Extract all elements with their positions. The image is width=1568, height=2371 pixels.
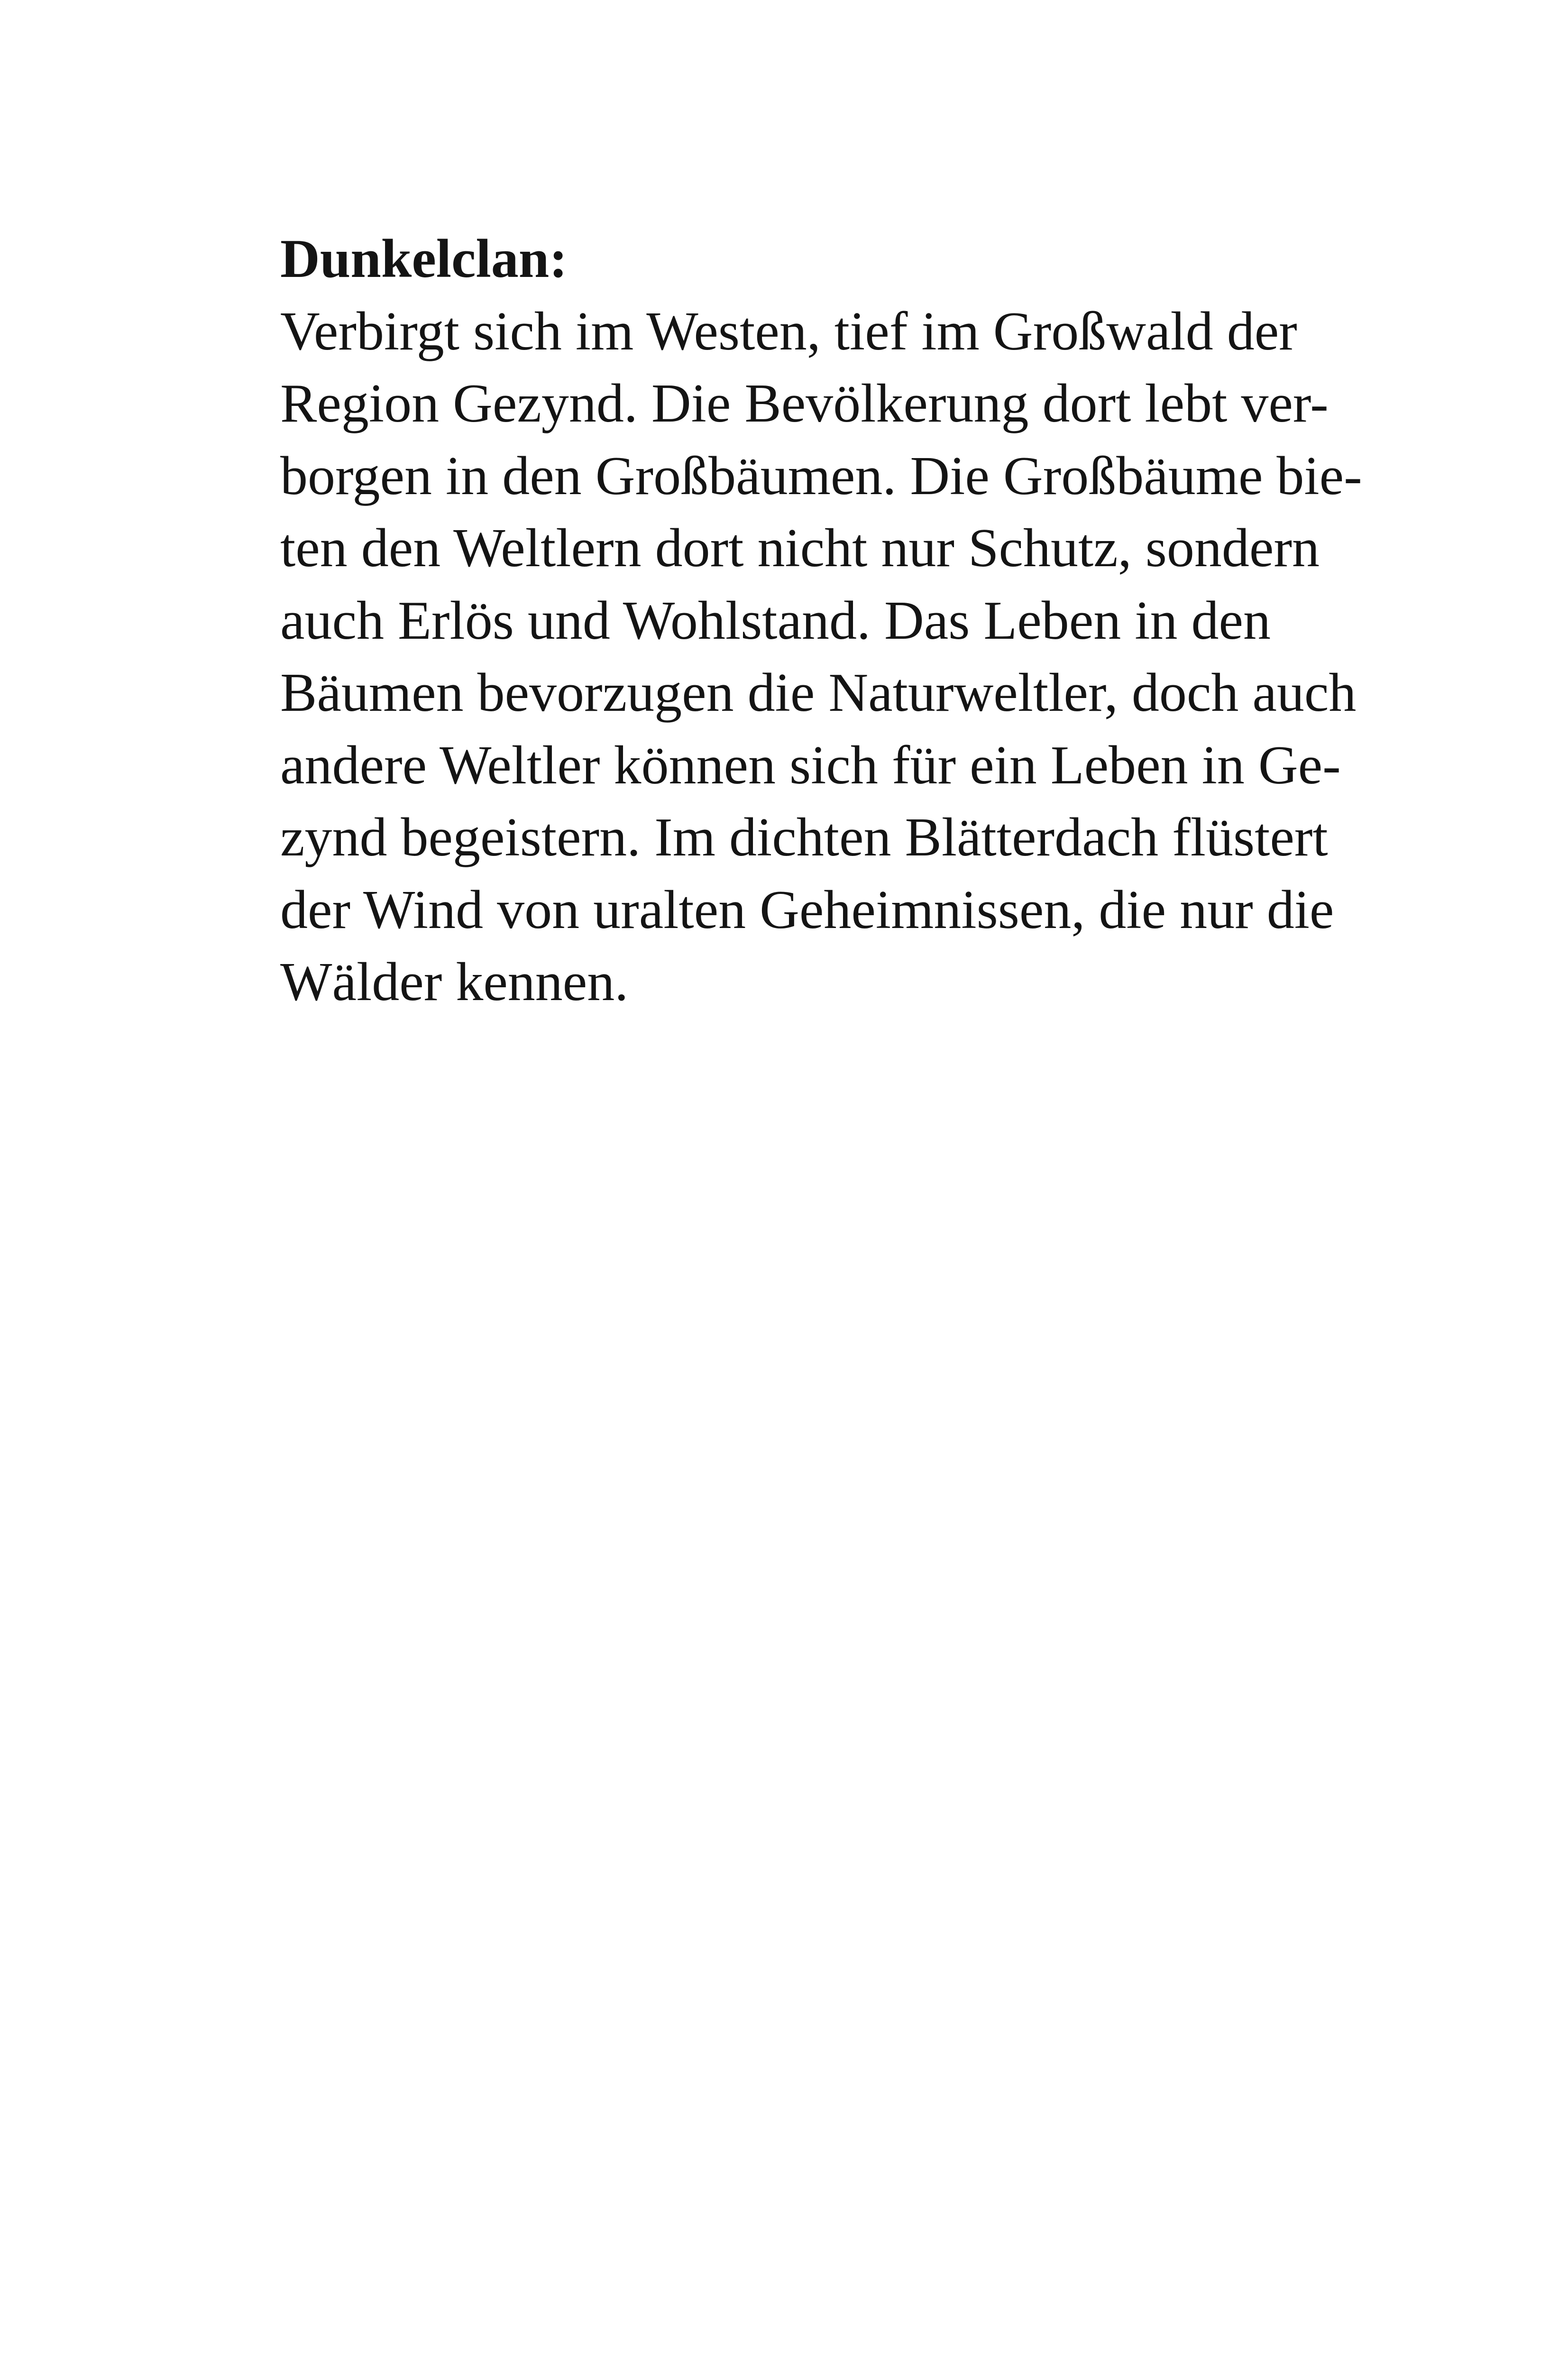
text-line: der Wind von uralten Geheimnissen, die nur die (280, 879, 1334, 940)
text-line: borgen in den Großbäumen. Die Großbäume bie- (280, 445, 1362, 506)
section-heading: Dunkelclan: (280, 229, 568, 289)
text-line: zynd begeistern. Im dichten Blätterdach flüstert (280, 807, 1328, 868)
text-line: Verbirgt sich im Westen, tief im Großwald der (280, 301, 1297, 362)
text-line: Region Gezynd. Die Bevölkerung dort lebt ver- (280, 373, 1329, 434)
text-line: auch Erlös und Wohlstand. Das Leben in den (280, 590, 1271, 651)
text-line: andere Weltler können sich für ein Leben in Ge- (280, 735, 1341, 796)
text-line: Wälder kennen. (280, 952, 629, 1012)
text-line: ten den Weltlern dort nicht nur Schutz, sondern (280, 518, 1320, 579)
body-text-block (280, 223, 1418, 1019)
text-line: Bäumen bevorzugen die Naturweltler, doch auch (280, 662, 1357, 723)
